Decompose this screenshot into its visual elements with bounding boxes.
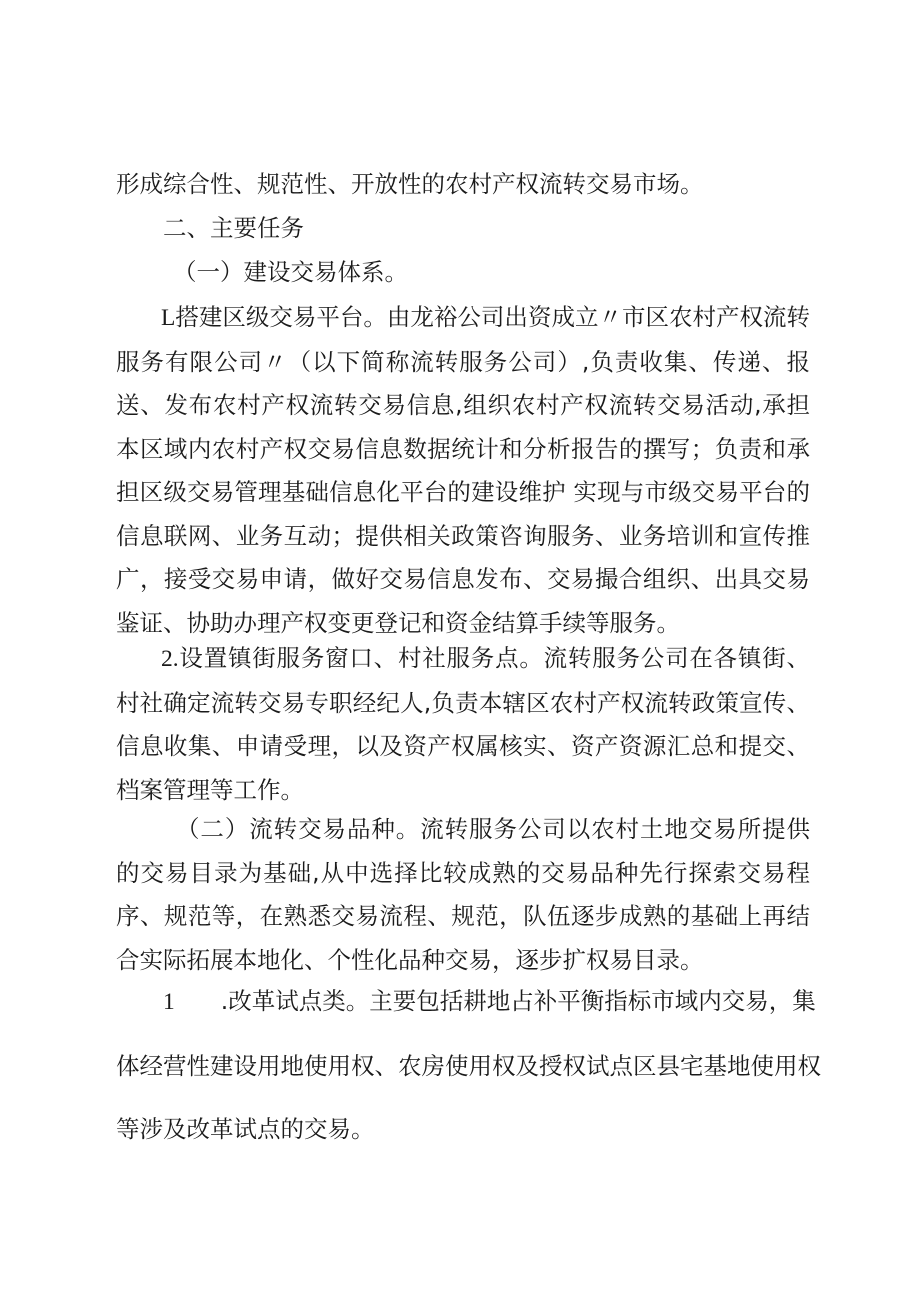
item-2-marker: 2. (161, 646, 179, 672)
item-2-text: 设置镇街服务窗口、村社服务点。流转服务公司在各镇街、村社确定流转交易专职经纪人,负责本辖区农村产权流转政策宣传、信息收集、申请受理，以及资产权属核实、资产资源汇总和提交、档案管理等工作。 (116, 644, 810, 804)
subsection-heading-build-system: （一）建设交易体系。 (173, 258, 408, 286)
list-item-1-text-a: .改革试点类。主要包括耕地占补平衡指标市域内交易，集 (220, 987, 816, 1015)
paragraph-item-2 (116, 637, 810, 812)
list-item-1-number: 1 (163, 989, 175, 1015)
item-1-text: 搭建区级交易平台。由龙裕公司出资成立〃市区农村产权流转服务有限公司〃（以下简称流转服务公司）,负责收集、传递、报送、发布农村产权流转交易信息,组织农村产权流转交易活动,承担本区域内农村产权交易信息数据统计和分析报告的撰写；负责和承担区级交易管理基础信息化平台的建设维护 实现与市级交易平台的信息联网、业务互动；提供相关政策咨询服务、业务培训和宣传推广，接受交易申请，做好交易信息发布、交易撮合组织、出具交易鉴证、协助办理产权变更登记和资金结算手续等服务。 (116, 303, 810, 637)
item-1-marker: L (161, 305, 176, 331)
paragraph-item-1 (116, 296, 810, 645)
list-item-1-line-c: 等涉及改革试点的交易。 (116, 1115, 375, 1143)
paragraph-continuation: 形成综合性、规范性、开放性的农村产权流转交易市场。 (116, 170, 704, 198)
section-heading-main-tasks: 二、主要任务 (163, 214, 304, 242)
list-item-1-line-a (163, 985, 816, 1018)
paragraph-trade-varieties: （二）流转交易品种。流转服务公司以农村土地交易所提供的交易目录为基础,从中选择比较成熟的交易品种先行探索交易程序、规范等，在熟悉交易流程、规范，队伍逐步成熟的基础上再结合实际拓展本地化、个性化品种交易，逐步扩权易目录。 (116, 815, 810, 974)
list-item-1-line-b: 体经营性建设用地使用权、农房使用权及授权试点区县宅基地使用权 (116, 1052, 821, 1080)
